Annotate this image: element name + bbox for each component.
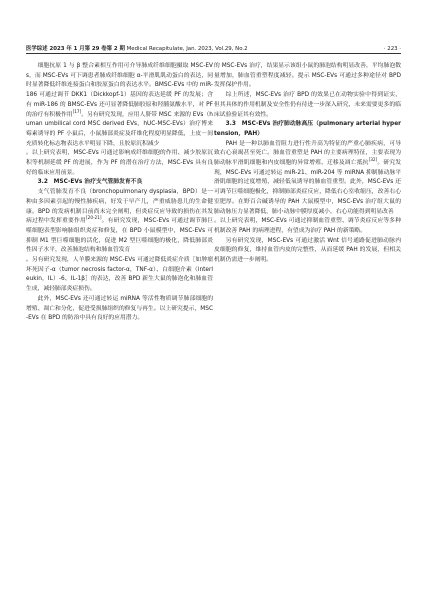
citation-ref: [17] xyxy=(72,108,82,114)
paragraph-text: 。以上研究表明，MSC-EVs 可通过影响成纤维细胞的作用、减少胶原沉积等机制延缓 PF 的进展，作为 PF 的潜在治疗方法，MSC-EVs 具有良好的临床应用前景。 xyxy=(26,150,213,176)
paragraph-text: 另有研究发现，MSC-EVs 可通过激活 Wnt 信号通路促进肺动脉内皮细胞的修复，维持血管内皮的完整性，从而延缓 PAH 的发展，但相关机制仍需进一步阐明。 xyxy=(214,237,401,264)
paragraph-text: 的 MSC-EVs 治疗，结果显示该组小鼠的肺泡结构明显改善，平均肺泡数量增加，肺血管重塑程度减轻。提示 MSC-EVs 可通过多种途径对 BPD 发挥保护作用。 xyxy=(214,63,401,89)
paragraph-text: 。研究发现，MSC-EVs 可通过转运 miR-21、miR-204 等 miRNA 抑制肺动脉平滑肌细胞的过度增殖，减轻低氧诱导的肺血管重塑。此外，MSC-EVs 还可调节巨噬细胞极化，抑制肺部炎症反应，降低右心室收缩压，改善右心室肥厚。在野百合碱诱导的 PAH 大鼠模型中，MSC-EVs 治疗组大鼠的肺动脉压力显著降低，肺小动脉中膜厚度减小，右心功能得到明显改善 xyxy=(214,160,401,215)
header-journal-en: Medical Recapitulate, Jan. 2023, Vol.29, No.2 xyxy=(126,46,248,52)
paragraph-text: 。另有研究发现，人羊膜来源的 MSC-EVs 可通过降低炎症介质［如肿瘤坏死因子-α（tumor necrosis factor-α，TNF-α）、白细胞介素（interleukin，IL）-6、IL-1β］的表达，改善 BPD 新生大鼠的肺泡化和肺血管生成，减轻肺部炎症损伤。 xyxy=(26,257,213,293)
body-paragraph xyxy=(26,62,213,149)
body-paragraph xyxy=(214,62,401,91)
body-paragraph xyxy=(214,91,401,120)
paragraph-text: 。以上研究表明，MSC-EVs 可通过抑制血管重塑、调节炎症反应等多种机制改善 PAH 的病理进程，有望成为治疗 PAH 的新策略。 xyxy=(214,218,401,234)
right-column xyxy=(214,62,401,266)
body-paragraph xyxy=(214,237,401,266)
body-paragraph xyxy=(214,217,401,236)
section-heading: 3.2 MSC-EVs 治疗支气管肺发育不良 xyxy=(37,179,143,186)
header-journal-cn: 医学综述 2023 年 1 月第 29 卷第 2 期 xyxy=(26,46,125,52)
paragraph-text: 。另有研究发现，应用人脐带 MSC 来源的 EVs（human umbilical cord MSC derived EVs，hUC-MSC-EVs）治疗博来霉素诱导的 PF 小鼠后，小鼠肺部炎症及纤维化程度明显降低，上皮－间充质转化标志物表达水平明显下降，且胶原沉积减少 xyxy=(26,111,213,147)
running-header xyxy=(26,41,401,52)
header-journal-info xyxy=(26,44,248,52)
section-heading: 3.3 MSC-EVs 治疗肺动脉高压（pulmonary arterial hypertension，PAH） xyxy=(214,121,401,137)
paragraph-text: 综上所述，MSC-EVs 治疗 BPD 的效果已在动物实验中得到证实，但其具体的作用机制及安全性仍有待进一步深入研究，未来需要更多的临床试验验证其有效性。 xyxy=(214,92,401,118)
paragraph-text: 细胞抗原 1 与 β 整合素相互作用可介导肺成纤维细胞摄取 MSC-EVs，而 MSC-EVs 可下调患者肺成纤维细胞 α-平滑肌肌动蛋白的表达，同时显著降低纤维连接蛋白和胶原蛋白的表达水平。BMSC-EVs 中的 miR-186 可通过调节 DKK1（Dickkopf-1）基因的表达延缓 PF 的发展；含有 miR-186 的 BMSC-EVs 还可显著降低肺胶原和羟脯氨酸水平，对 PF 的治疗有积极作用 xyxy=(26,63,213,118)
header-rule xyxy=(26,53,401,54)
paragraph-text: 此外，MSC-EVs 还可通过转运 miRNA 等活性物质调节肺部细胞的增殖、凋亡和分化，促进受损肺组织的修复与再生。以上研究提示，MSC-EVs 在 BPD 的防治中具有良好的应用潜力。 xyxy=(26,295,213,322)
header-page-number: · 223 · xyxy=(383,46,401,52)
paragraph-text: 支气管肺发育不良（bronchopulmonary dysplasia，BPD）是一种由多因素引起的慢性肺疾病，好发于早产儿，严重威胁患儿的生命健康。BPD 的发病机制目前尚未完全阐明，但炎症反应导致的损伤在其发病过程中发挥重要作用 xyxy=(26,189,213,225)
body-paragraph xyxy=(26,149,213,178)
body-paragraph xyxy=(26,188,213,256)
paragraph-text: 。有研究发现，MSC-EVs 可通过调节肺巨噬细胞表型影响肺组织炎症和修复，在 BPD 小鼠模型中，MSC-EVs 可抑制 M1 型巨噬细胞的活化，促进 M2 型巨噬细胞的极化，降低肺部炎性因子水平，改善肺泡结构和肺血管发育 xyxy=(26,218,213,254)
citation-ref: [32] xyxy=(368,157,378,163)
paragraph-text: PAH 是一种以肺血管阻力进行性升高为特征的严重心肺疾病，可导致右心衰竭甚至死亡。肺血管重塑是 PAH 的主要病理特征，主要表现为肺动脉平滑肌细胞和内皮细胞的异常增殖、迁移及凋亡抵抗 xyxy=(214,140,401,167)
body-paragraph xyxy=(214,140,401,218)
body-paragraph xyxy=(26,295,213,324)
citation-ref: [20-21] xyxy=(86,215,102,221)
left-column xyxy=(26,62,213,324)
body-paragraph xyxy=(26,256,213,295)
